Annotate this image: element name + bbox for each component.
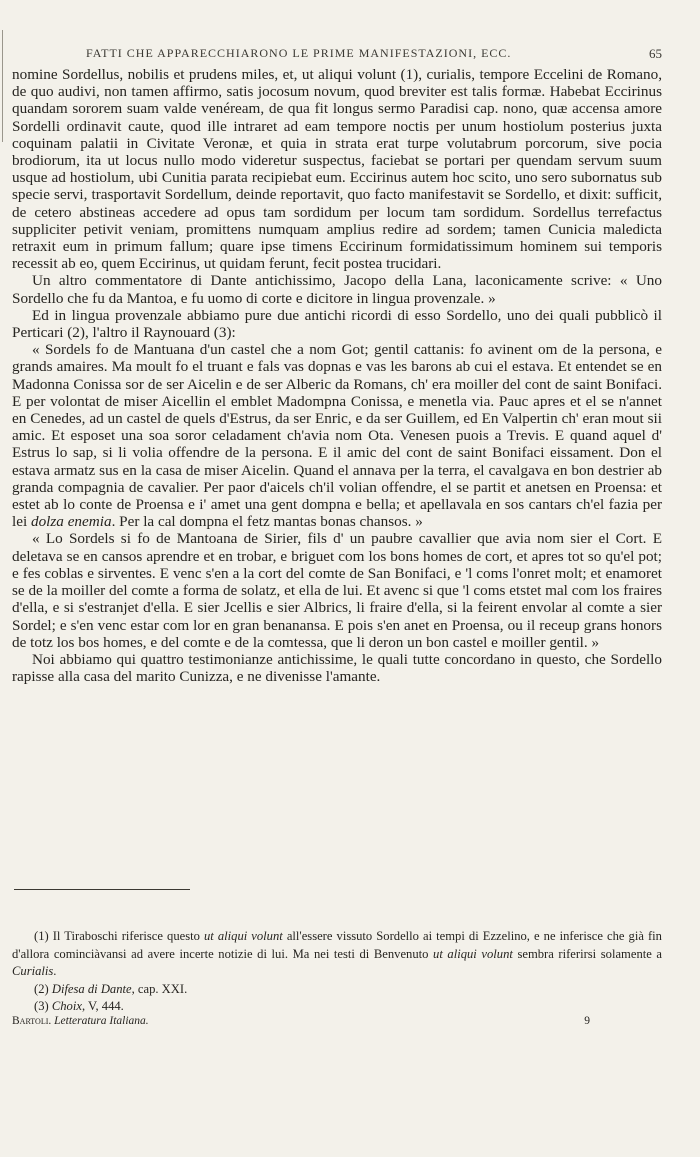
footnote-1-d: .: [53, 964, 57, 978]
footnote-3-italic: Choix: [51, 999, 82, 1013]
provencal-first-text: « Sordels fo de Mantuana d'un castel che a nom Got; gentil cattanis: fo avinent om de la persona, e grands amaires. Ma moult fo el truant e fals vas dopnas e vas les barons ab cui el estava. Et entendet se en Madonna Conissa sor de ser Aicelin e de ser Alberic da Romans, ch' era moiller del cont de saint Bonifaci. E per volontat de miser Aicellin el emblet Madompna Conissa, e menetla via. Pauc apres et el se n'annet en Cenedes, ad un castel de quels d'Estrus, da ser Enric, e da ser Guillem, ed En Valpertin ch' eran mout sii amic. Et esposet una soa soror celadament ch'avia nom Ota. Venesen puois a Trevis. E quand aquel d' Estrus lo sap, si li volia offendre de la persona. E il amic del cont de saint Bonifaci eissament. Don el estava armatz sus en la casa de miser Aicelin. Quand el annava per la terra, el cavalgava en bon destrier ab granda compagnia de cavalier. Per paor d'aicels ch'il volian offendre, el se partit et anetsen en Proensa: et estet ab lo conte de Proensa e i' amet una gent dompna e bella; et apellavala en sos cantars ch'el fazia per lei: [12, 341, 662, 531]
provencal-first-italic: dolza enemia: [30, 513, 112, 531]
page-footer: [12, 1015, 662, 1027]
footnote-1-c: sembra riferirsi solamente a: [517, 946, 663, 961]
page-number: 65: [649, 46, 662, 61]
footer-work: Letteratura Italiana.: [54, 1015, 149, 1027]
footnote-3-b: , V, 444.: [81, 999, 124, 1013]
paragraph-provencal-first: [12, 341, 662, 530]
paragraph-conclusion: Noi abbiamo qui quattro testimonianze antichissime, le quali tutte concordano in questo, che Sordello rapisse alla casa del marito Cunizza, e ne divenisse l'amante.: [12, 650, 662, 686]
footnote-1-italic-3: Curialis: [12, 964, 54, 978]
paragraph-provencal-second: « Lo Sordels si fo de Mantoana de Sirier, fils d' un paubre cavallier que avia nom sier el Cort. E deletava se en cansos aprendre et en trobar, e briguet com los bons homes de cort, et apres tot so qu'el pot; e fes coblas e sirventes. E venc s'en a la cort del comte de San Bonifaci, e 'l coms l'onret molt; et enamoret se de la moiller del comte a forma de solatz, et ella de lui. Et avenc si que 'l coms etstet mal com los fraires d'ella, e si s'estranjet d'ella. E sier Jcellis e sier Albrics, li fraire d'ella, si la feirent envolar al comte a sier Sordel; e s'en venc estar com lor en gran benanansa. E pois s'en anet en Proensa, ou il receup grans honors de totz los bos homes, e del comte e de la comtessa, que li deron un bon castel e moiller gentil. »: [12, 530, 662, 651]
footnote-3: [12, 998, 662, 1016]
running-title: FATTI CHE APPARECCHIARONO LE PRIME MANIFESTAZIONI, ECC.: [86, 46, 512, 60]
paragraph-provencal-intro: Ed in lingua provenzale abbiamo pure due antichi ricordi di esso Sordello, uno dei quali pubblicò il Perticari (2), l'altro il Raynouard (3):: [12, 306, 662, 342]
footnote-1: [12, 928, 662, 981]
footnote-1-italic-1: ut aliqui volunt: [204, 929, 283, 943]
footnote-1-b: all'essere vissuto Sordello ai tempi di Ezzelino, e ne inferisce che già fin d'allora cominciàvansi ad avere incerte notizie di lui. Ma nei testi di Benvenuto: [12, 929, 662, 961]
signature-mark: 9: [584, 1015, 590, 1027]
footnote-2-b: , cap. XXI.: [131, 981, 188, 996]
footnote-1-italic-2: ut aliqui volunt: [433, 946, 513, 961]
footnote-2-a: (2): [34, 981, 49, 996]
main-text: [12, 66, 662, 685]
footnotes: [12, 928, 662, 1016]
footnote-separator: [14, 889, 190, 890]
provencal-first-tail: . Per la cal dompna el fetz mantas bonas chansos. »: [111, 513, 423, 531]
running-header: [86, 46, 662, 61]
paragraph-jacopo-della-lana: Un altro commentatore di Dante antichissimo, Jacopo della Lana, laconicamente scrive: « Uno Sordello che fu da Mantoa, e fu uomo di corte e dicitore in lingua provenzale. »: [12, 272, 662, 307]
footnote-2-italic: Difesa di Dante: [51, 981, 132, 996]
paragraph-latin-quote: nomine Sordellus, nobilis et prudens miles, et, ut aliqui volunt (1), curialis, tempore Eccelini de Romano, de quo audivi, non tamen affirmo, satis jocosum novum, quod breviter est talis formæ. Habebat Eccirinus quandam sororem suam valde venéream, de qua fit longus sermo Paradisi cap. nono, quæ accensa amore Sordelli ordinavit caute, quod ille intraret ad eam tempore noctis per unum hostiolum posterius juxta coquinam palatii in Civitate Veronæ, et quia in strata erat turpe volutabrum porcorum, sive pocia brodiorum, ita ut locus nullo modo videretur suspectus, faciebat se portari per quendam servum suum usque ad hostiolum, ubi Cunitia parata recipiebat eum. Eccirinus autem hoc scito, uno sero subornatus sub specie servi, trasportavit Sordellum, deinde reportavit, quo facto manifestavit se Sordello, et dixit: sufficit, de cetero abstineas accedere ad opus tam sordidum per locum tam sordidum. Sordellus terrefactus suppliciter petivit veniam, promittens numquam amplius redire ad sordem; tamen Cunicia maledicta retraxit eum in primum fallum; quare ipse timens Eccirinum formidatissimum hominem sui temporis recessit ab eo, quem Eccirinus, ut quidam ferunt, fecit postea trucidari.: [12, 66, 662, 273]
footer-author: Bartoli.: [12, 1015, 52, 1027]
footnote-2: [12, 981, 662, 999]
footnote-3-a: (3): [34, 999, 49, 1013]
margin-line: [2, 30, 3, 142]
footnote-1-a: (1) Il Tiraboschi riferisce questo: [34, 929, 200, 943]
